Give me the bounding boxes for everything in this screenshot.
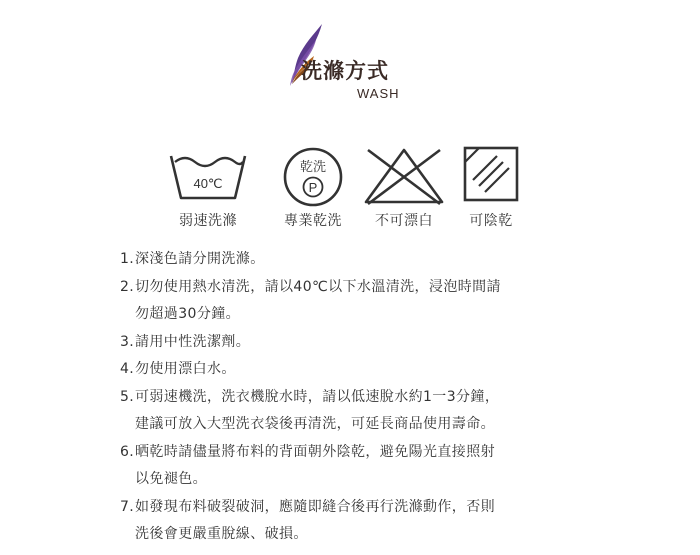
wash-temp-label: 40℃ [193,176,223,191]
symbol-label: 可陰乾 [469,213,513,229]
item-text: 如發現布料破裂破洞，應隨即縫合後再行洗滌動作，否則 [135,498,495,515]
symbol-label: 不可漂白 [375,213,433,229]
item-number: 5. [120,388,135,405]
dry-clean-text: 乾洗 [299,160,327,175]
item-text: 可弱速機洗，洗衣機脫水時，請以低速脫水約1一3分鐘， [135,388,500,405]
list-item [120,246,590,274]
symbol-dry-clean [265,140,361,235]
item-number: 1. [120,251,135,267]
page-header [286,22,416,104]
no-bleach-icon [362,146,446,206]
page-title: 洗滌方式 [301,59,389,83]
list-item [120,384,590,439]
dry-in-shade-icon [463,146,519,202]
item-number: 2. [120,278,135,295]
item-text: 勿使用漂白水。 [135,361,236,377]
list-item [120,494,590,549]
dry-clean-letter: P [308,180,318,195]
list-item [120,274,590,329]
item-text: 請用中性洗潔劑。 [135,333,251,350]
item-text-continued: 勿超過30分鐘。 [135,306,241,322]
symbol-dry-shade [443,140,539,235]
dry-clean-icon [282,146,344,208]
list-item [120,356,590,384]
washing-tub-40-icon [168,146,248,202]
symbol-label: 專業乾洗 [284,213,342,229]
item-text: 深淺色請分開洗滌。 [135,251,265,267]
item-text-continued: 洗後會更嚴重脫線、破損。 [135,526,308,542]
care-instructions-list [120,246,590,549]
list-item [120,439,590,494]
symbol-gentle-wash [160,140,256,235]
symbol-no-bleach [356,140,452,235]
item-text: 切勿使用熱水清洗，請以40℃以下水溫清洗，浸泡時間請 [135,278,501,295]
care-symbols [160,140,540,235]
item-number: 3. [120,333,135,350]
page-subtitle: WASH [357,86,400,101]
list-item [120,329,590,357]
item-number: 7. [120,498,135,515]
item-text: 晒乾時請儘量將布料的背面朝外陰乾，避免陽光直接照射 [135,443,495,460]
item-text-continued: 建議可放入大型洗衣袋後再清洗，可延長商品使用壽命。 [135,416,495,432]
symbol-label: 弱速洗滌 [179,213,237,229]
item-number: 6. [120,443,135,460]
item-number: 4. [120,361,135,377]
item-text-continued: 以免褪色。 [135,471,207,487]
